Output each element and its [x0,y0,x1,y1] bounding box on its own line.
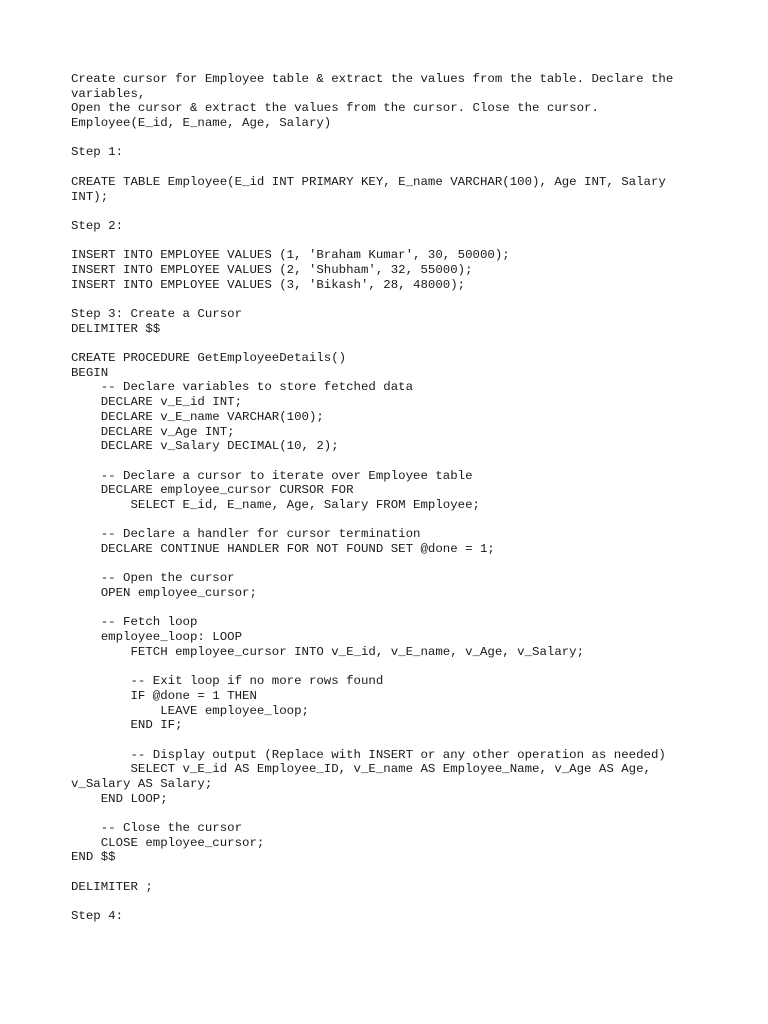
code-line: END LOOP; [71,791,168,806]
blank-line [71,601,691,616]
blank-line [71,292,691,307]
code-comment: -- Fetch loop [71,615,198,630]
code-line: CREATE PROCEDURE GetEmployeeDetails() [71,351,347,366]
code-line: DELIMITER $$ [71,321,161,336]
text-line: Open the cursor & extract the values from the cursor. Close the cursor. [71,101,599,116]
code-line: employee_loop: LOOP [71,630,243,645]
code-line: DECLARE v_E_name VARCHAR(100); [71,409,324,424]
text-line: Create cursor for Employee table & extract the values from the table. Declare the [71,72,674,86]
code-line: LEAVE employee_loop; [71,703,309,718]
code-comment: -- Declare a cursor to iterate over Employee table [71,468,473,483]
code-line: CREATE TABLE Employee(E_id INT PRIMARY KEY, E_name VARCHAR(100), Age INT, Salary [71,174,666,189]
code-comment: -- Display output (Replace with INSERT or any other operation as needed) [71,747,666,762]
code-line: END $$ [71,850,116,865]
text-line: Employee(E_id, E_name, Age, Salary) [71,116,332,131]
blank-line [71,234,691,249]
step-heading: Step 4: [71,909,124,924]
document-page [71,72,691,924]
blank-line [71,733,691,748]
blank-line [71,336,691,351]
code-line: INSERT INTO EMPLOYEE VALUES (2, 'Shubham', 32, 55000); [71,262,473,277]
step-heading: Step 1: [71,145,124,160]
code-line: DECLARE v_Salary DECIMAL(10, 2); [71,439,339,454]
blank-line [71,895,691,910]
blank-line [71,806,691,821]
code-line: DECLARE v_E_id INT; [71,395,243,410]
code-line: DECLARE v_Age INT; [71,424,235,439]
code-line: IF @done = 1 THEN [71,688,257,703]
code-line: OPEN employee_cursor; [71,586,257,601]
code-comment: -- Declare variables to store fetched data [71,380,414,395]
blank-line [71,131,691,146]
code-line: FETCH employee_cursor INTO v_E_id, v_E_name, v_Age, v_Salary; [71,644,585,659]
code-line: INSERT INTO EMPLOYEE VALUES (3, 'Bikash', 28, 48000); [71,277,466,292]
code-line: INT); [71,189,109,204]
blank-line [71,865,691,880]
code-line: SELECT E_id, E_name, Age, Salary FROM Employee; [71,497,480,512]
code-comment: -- Exit loop if no more rows found [71,674,384,689]
blank-line [71,454,691,469]
blank-line [71,160,691,175]
code-line: DECLARE employee_cursor CURSOR FOR [71,483,354,498]
code-comment: -- Open the cursor [71,571,235,586]
code-comment: -- Close the cursor [71,821,243,836]
code-line: SELECT v_E_id AS Employee_ID, v_E_name AS Employee_Name, v_Age AS Age, [71,762,651,777]
code-line: BEGIN [71,365,109,380]
blank-line [71,557,691,572]
code-line: CLOSE employee_cursor; [71,835,265,850]
code-line: v_Salary AS Salary; [71,777,213,791]
step-heading: Step 3: Create a Cursor [71,307,243,321]
code-line: END IF; [71,718,183,733]
text-line: variables, [71,86,146,101]
blank-line [71,513,691,528]
blank-line [71,204,691,219]
code-line: DECLARE CONTINUE HANDLER FOR NOT FOUND SET @done = 1; [71,542,495,556]
code-comment: -- Declare a handler for cursor termination [71,527,421,542]
code-line: INSERT INTO EMPLOYEE VALUES (1, 'Braham Kumar', 30, 50000); [71,248,510,263]
blank-line [71,660,691,675]
code-line: DELIMITER ; [71,879,153,894]
step-heading: Step 2: [71,218,124,233]
